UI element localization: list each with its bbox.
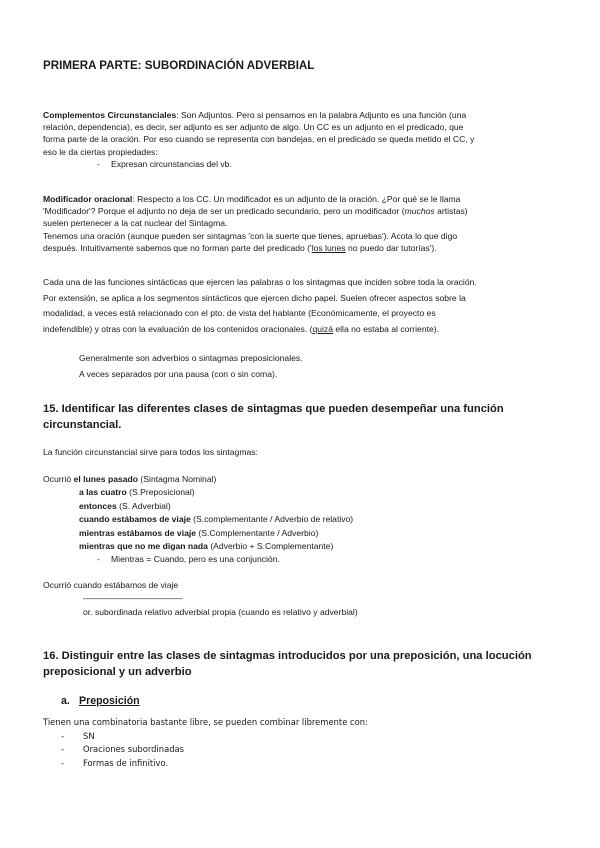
cc-bullet: [43, 158, 555, 170]
cc-paragraph: [43, 109, 555, 170]
cc-line3: forma parte de la oración. Por eso cuando se representa con bandejas, en el predicado se queda metido el CC, y: [43, 134, 475, 145]
mo-line5a: después. Intuitivamente sabemos que no forman parte del predicado (': [43, 242, 312, 253]
mo-line2: [43, 205, 555, 217]
cc-bullet-text: Expresan circunstancias del vb.: [111, 158, 232, 169]
para2-line1: Cada una de las funciones sintácticas que ejercen las palabras o los sintagmas que inciden sobre toda la oración.: [43, 277, 477, 287]
para2-line4-underlined: quizá: [312, 323, 333, 334]
ex4-bold: cuando estábamos de viaje: [79, 514, 191, 525]
ex5-bold: mientras estábamos de viaje: [79, 527, 197, 538]
q16-item-text: SN: [83, 730, 95, 741]
example-6-sub: [43, 553, 555, 566]
list-marker: -: [61, 744, 65, 755]
q16-item-3: [43, 757, 555, 771]
mo-line5b: no puedo dar tutorías').: [345, 242, 437, 253]
q16-intro: Tienen una combinatoria bastante libre, se pueden combinar libremente con:: [43, 717, 368, 727]
para2-line4b: ella no estaba al corriente).: [332, 323, 440, 334]
q15-heading-line1: 15. Identificar las diferentes clases de sintagmas que pueden desempeñar una función: [43, 403, 504, 415]
q16-heading-line1: 16. Distinguir entre las clases de sintagmas introducidos por una preposición, una locución: [43, 650, 532, 662]
mo-line5-underlined: los lunes: [311, 242, 346, 253]
q15-examples: [43, 473, 555, 567]
q16-heading-line2: preposicional y un adverbio: [43, 666, 192, 678]
ex3-bold: entonces: [79, 500, 117, 511]
q16-item-2: [43, 743, 555, 757]
para2-line2: Por extensión, se aplica a los segmentos sintácticos que ejercen dicho papel. Suelen ofrecer aspectos sobre la: [43, 292, 466, 303]
ex1-note: (Sintagma Nominal): [138, 474, 217, 484]
ex2-bold: a las cuatro: [79, 487, 127, 498]
notes-line2: A veces separados por una pausa (con o sin coma).: [79, 368, 278, 379]
sub-letter: a.: [61, 695, 70, 707]
q16-subheading: [61, 695, 140, 707]
q16-content: [43, 716, 555, 770]
mo-line2a: 'Modificador'? Porque el adjunto no deja de ser un predicado secundario, pero un modificador (: [43, 206, 405, 217]
q15-example-7: [43, 579, 555, 619]
mo-label: Modificador oracional: [43, 194, 133, 204]
cc-line4: eso le da ciertas propiedades:: [43, 146, 158, 157]
notes-line1: Generalmente son adverbios o sintagmas preposicionales.: [79, 353, 303, 363]
q16-item-text: Formas de infinitivo.: [83, 757, 169, 768]
ex1-bold: el lunes pasado: [73, 474, 139, 484]
q15-heading: [43, 401, 558, 433]
example-6: [43, 540, 555, 553]
q16-item-1: [43, 730, 555, 744]
sub-bullet-text: Mientras = Cuando, pero es una conjunción.: [111, 554, 280, 565]
mo-line2-italic: muchos: [404, 206, 435, 217]
q16-item-text: Oraciones subordinadas: [83, 744, 185, 755]
ex1-pre: Ocurrió: [43, 474, 74, 484]
example-2: [43, 486, 555, 499]
bullet-marker: -: [97, 158, 100, 169]
mo-line2b: artistas): [434, 206, 468, 217]
mo-line4: Tenemos una oración (aunque pueden ser sintagmas 'con la suerte que tienes, apruebas'). Acota lo que digo: [43, 230, 458, 241]
underline-rule: —————————————: [83, 593, 182, 604]
mo-line5: [43, 242, 555, 254]
cc-line1: : Son Adjuntos. Pero si pensamos en la palabra Adjunto es una función (una: [176, 110, 467, 120]
q16-heading: [43, 648, 558, 680]
para2-line4: [43, 322, 555, 338]
ex7-note: or. subordinada relativo adverbial propia (cuando es relativo y adverbial): [83, 606, 358, 617]
definition-paragraph: [43, 275, 555, 337]
para2-line4a: indefendible) y otras con la evaluación de los contenidos oracionales. (: [43, 323, 313, 334]
q15-intro: La función circunstancial sirve para todos los sintagmas:: [43, 447, 258, 457]
ex7-sentence: Ocurrió cuando estábamos de viaje: [43, 580, 179, 590]
example-4: [43, 513, 555, 526]
ex6-note: (Adverbio + S.Complementante): [207, 541, 334, 552]
notes-block: [79, 351, 479, 382]
q15-heading-line2: circunstancial.: [43, 419, 122, 431]
ex5-note: (S.Complementante / Adverbio): [196, 527, 319, 538]
mo-line1: : Respecto a los CC. Un modificador es un adjunto de la oración. ¿Por qué se le llama: [132, 194, 461, 204]
ex6-bold: mientras que no me digan nada: [79, 541, 208, 552]
sub-bullet-marker: -: [97, 554, 100, 565]
list-marker: -: [61, 757, 65, 768]
cc-line2: relación, dependencia), es decir, ser adjunto es ser adjunto de algo. Un CC es un adjunto en el predicado, que: [43, 122, 464, 133]
page-title: PRIMERA PARTE: SUBORDINACIÓN ADVERBIAL: [43, 59, 315, 72]
list-marker: -: [61, 730, 65, 741]
example-1: [43, 473, 555, 486]
example-3: [43, 500, 555, 513]
cc-label: Complementos Circunstanciales: [43, 110, 177, 120]
ex2-note: (S.Preposicional): [126, 487, 195, 498]
example-5: [43, 527, 555, 540]
ex3-note: (S. Adverbial): [116, 500, 171, 511]
para2-line3: modalidad, a veces está relacionado con el pto. de vista del hablante (Económicamente, el proyecto es: [43, 308, 436, 319]
sub-title: Preposición: [79, 695, 140, 707]
ex4-note: (S.complementante / Adverbio de relativo): [190, 514, 354, 525]
mo-paragraph: [43, 193, 555, 254]
mo-line3: suelen pertenecer a la cat nuclear del Sintagma.: [43, 218, 228, 229]
